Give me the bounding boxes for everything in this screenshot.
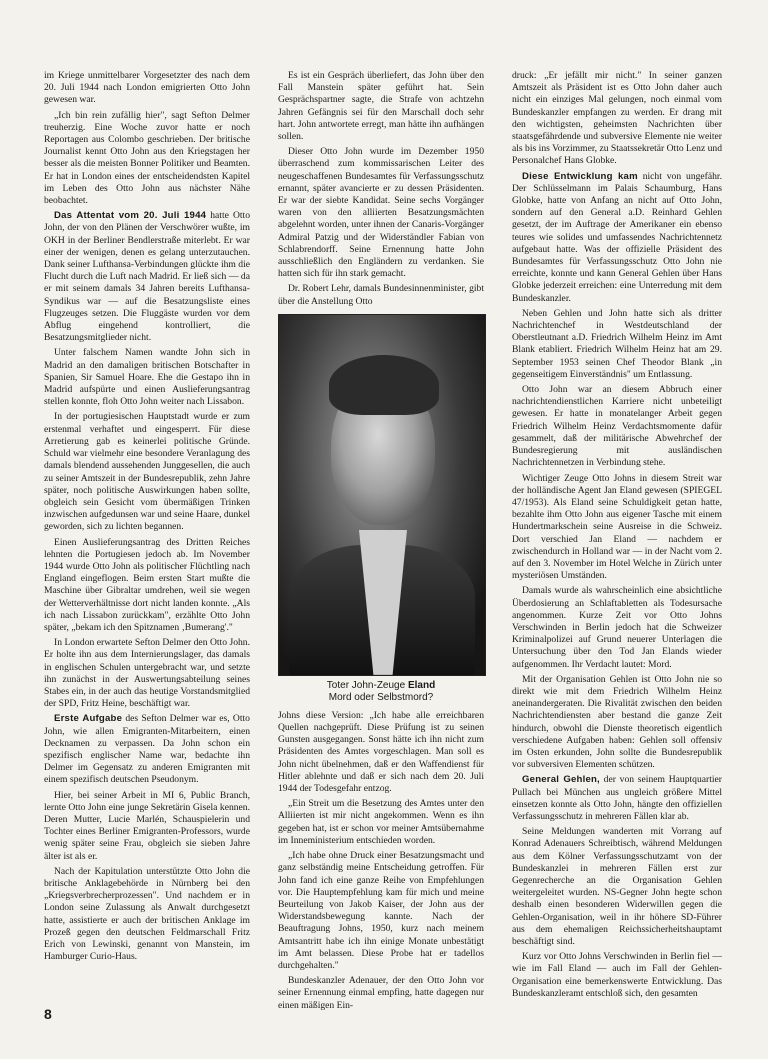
paragraph-text: Nach der Kapitulation unterstützte Otto John die britische Anklagebehörde in Nürnberg bei den „Kriegsverbrecherprozessen". Und nachdem er in London seine Zulassung als Anwalt durchgesetzt hatte, assistierte er auch der britischen Anklage im Prozeß gegen den deutschen Feldmarschall Fritz Erich von Lewinski, genannt von Manstein, im Hamburger Curio-Haus.	[44, 865, 250, 963]
paragraph-lead: Erste Aufgabe	[54, 713, 123, 725]
paragraph-text: Damals wurde als wahrscheinlich eine absichtliche Überdosierung an Schlaftabletten als Todesursache angenommen. Kurze Zeit vor Otto Johns Verschwinden in Berlin jedoch hat die Schweizer Kriminalpolizei auf Grund neuerer Unterlagen die Untersuchung über den Tod Jan Elands wieder aufgenommen. Ihr Verdacht lautet: Mord.	[512, 585, 722, 670]
paragraph	[44, 790, 250, 863]
paragraph	[44, 70, 250, 107]
paragraph	[278, 975, 484, 1012]
paragraph-lead: General Gehlen,	[522, 774, 600, 786]
paragraph	[44, 713, 250, 786]
paragraph-lead: Diese Entwicklung kam	[522, 170, 638, 182]
paragraph-text: Unter falschem Namen wandte John sich in Madrid an den damaligen britischen Botschafter in Spanien, Sir Samuel Hoare. Ehe die Gestapo ihn in Madrid aufspürte und einen Auslieferungsantrag stellen konnte, floh Otto John weiter nach Lissabon.	[44, 347, 250, 408]
paragraph	[278, 798, 484, 847]
paragraph	[512, 674, 722, 772]
paragraph-text: Dieser Otto John wurde im Dezember 1950 überraschend zum kommissarischen Leiter des neugeschaffenen Bundesamtes für Verfassungsschutz ernannt, später avancierte er zu dessen Präsidenten. Er war der siebte Kandidat. Seine sechs Vorgänger waren von den alliierten Besatzungsmächten abgelehnt worden, unter ihnen der Canaris-Vorgänger Admiral Patzig und der Widerständler Fabian von Schlabrendorff. Seine Ernennung hatte John ausschließlich den Engländern zu verdanken. Sie hatten sich für ihn stark gemacht.	[278, 146, 484, 280]
paragraph-text: „Ein Streit um die Besetzung des Amtes unter den Alliierten ist mir nicht angekommen. Wenn es ihn gegeben hat, ist er schon vor meiner Amtsübernahme im Inneministerium entschieden worden.	[278, 798, 484, 846]
paragraph	[512, 308, 722, 381]
paragraph	[512, 774, 722, 823]
paragraph-text: Johns diese Version: „Ich habe alle erreichbaren Quellen nachgeprüft. Diese Prüfung ist zu seinen Gunsten ausgegangen. Sonst hätte ich ihn nicht zum Präsidenten des Amtes vorgeschlagen. Man soll es John nicht übelnehmen, daß er den Waffendienst für Hitler ablehnte und daß er sich nach dem 20. Juli 1944 der Todesgefahr entzog.	[278, 709, 484, 795]
paragraph	[512, 70, 722, 168]
column-2-top-text	[278, 70, 484, 308]
paragraph	[512, 384, 722, 469]
paragraph-text: hatte Otto John, der von den Plänen der Verschwörer wußte, im OKH in der Berliner Bendlerstraße miterlebt. Er war einer der wenigen, denen es gelang unterzutauchen. Dank seiner Lufthansa-Verbindungen glückte ihm die Flucht durch die Luft nach Madrid. Er ließ sich — da er mit seinem damals 34 Jahren bereits Lufthansa-Syndikus war — auf die Besatzungsliste eines Flugzeuges setzen. Die Fluggäste wurden vor dem Abflug eingehend kontrolliert, die Besatzungsmitglieder nicht.	[44, 210, 250, 344]
paragraph-text: druck: „Er jefällt mir nicht." In seiner ganzen Amtszeit als Präsident ist es Otto John daher auch nicht ein einziges Mal gelungen, noch einmal vom Bundeskanzler empfangen zu werden. Er drang mit den wichtigsten, geheimsten Nachrichten über staatsgefährdende und subversive Elemente nie weiter als bis ins Vorzimmer, zu Staatssekretär Otto Lenz und Personalchef Hans Globke.	[512, 70, 723, 167]
page-number: 8	[44, 1006, 52, 1022]
paragraph	[278, 850, 484, 972]
column-2-bottom-text	[278, 710, 484, 1012]
paragraph-text: Einen Auslieferungsantrag des Dritten Reiches lehnten die Portugiesen jedoch ab. Im November 1944 wurde Otto John als politischer Flüchtling nach England eingeflogen. Beim ersten Start mußte die Maschine über Gibraltar umdrehen, weil sie wegen der Wetterverhältnisse dort nicht landen konnte. „Als ich nach Lissabon zurückkam", erzählte Otto John später, „bekam ich den Spitznamen ‚Bumerang'."	[44, 536, 250, 633]
paragraph-text: Dr. Robert Lehr, damals Bundesinnenminister, gibt über die Anstellung Otto	[278, 283, 484, 307]
photo-hair	[329, 355, 439, 415]
paragraph	[278, 283, 484, 307]
paragraph	[512, 951, 722, 1000]
caption-line1-pre: Toter John-Zeuge	[326, 679, 408, 691]
paragraph-text: Wichtiger Zeuge Otto Johns in diesem Streit war der holländische Agent Jan Eland gewesen (SPIEGEL 47/1953). Als Eland seine Schuldigkeit getan hatte, bezahlte ihm Otto John aus eigener Tasche mit einem Hundertmarkschein seine Ausreise in die Schweiz. Dort verschied Jan Eland — nachdem er zwischendurch in Holland war — in der Nacht vom 2. auf den 3. November im Hotel Welche in Zürich unter mysteriösen Umständen.	[512, 472, 722, 582]
paragraph	[512, 826, 722, 948]
paragraph	[278, 70, 484, 143]
paragraph-lead: Das Attentat vom 20. Juli 1944	[54, 210, 207, 222]
paragraph	[44, 866, 250, 964]
paragraph-text: Es ist ein Gespräch überliefert, das John über den Fall Manstein später geführt hat. Sein Gesprächspartner sagte, die Strafe von achtzehn Jahren Gefängnis sei für den Marschall doch sehr hart. John antwortete erregt, man hätte ihn aufhängen sollen.	[278, 70, 484, 143]
caption-line2: Mord oder Selbstmord?	[328, 691, 434, 703]
paragraph	[512, 473, 722, 583]
paragraph-text: Seine Meldungen wanderten mit Vorrang auf Konrad Adenauers Schreibtisch, während Meldungen aus dem Kölner Verfassungsschutzamt von der Bundeskanzlei in mehreren Fällen erst zur Gegenrecherche an die Organisation Gehlen weitergeleitet wurden. NS-Gegner John hegte schon deshalb einen besonderen Widerwillen gegen die Gehlen-Organisation, weil in ihr höhere SD-Führer aus dem ehemaligen Reichssicherheitshauptamt beschäftigt sind.	[512, 826, 722, 948]
paragraph-text: Bundeskanzler Adenauer, der den Otto John vor seiner Ernennung einmal empfing, hatte dagegen nur einen mäßigen Ein-	[278, 975, 484, 1011]
column-2	[278, 70, 484, 1015]
paragraph-text: des Sefton Delmer war es, Otto John, wie allen Emigranten-Mitarbeitern, einen Decknamen zu verpassen. Da John schon ein spezifisch englischer Name war, bedachte ihn Delmer im Gegensatz zu anderen Emigranten mit einem spezifisch deutschen Pseudonym.	[44, 713, 250, 786]
paragraph-text: „Ich habe ohne Druck einer Besatzungsmacht und ganz selbständig meine Entscheidung getroffen. Für John fand ich eine ganze Reihe von Empfehlungen vor. Die Hauptempfehlung kam für mich und meine Beurteilung von Jakob Kaiser, der John aus der Widerstandsbewegung kannte. Nach der Beauftragung Johns, 1950, kurz nach meinem Amtsantritt habe ich ihn einige Monate unbestätigt im Amt belassen. Diese Probe hat er tadellos durchgehalten."	[278, 850, 484, 971]
paragraph-text: Otto John war an diesem Abbruch einer nachrichtendienstlichen Karriere nicht unbeteiligt gewesen. Er hatte in monatelanger Arbeit gegen Friedrich Wilhelm Heinz Verdachtsmomente dafür gesammelt, daß der militärische Abwehrchef der Bundesregierung mit ausländischen Nachrichtennetzen in Verbindung stehe.	[512, 384, 722, 469]
paragraph-text: Hier, bei seiner Arbeit in MI 6, Public Branch, lernte Otto John eine junge Sekretärin Gisela kennen. Deren Mutter, Lucie Marlén, Schauspielerin und Tochter eines Berliner Emigranten-Professors, wurde wenig später seine Frau, obgleich sie sieben Jahre älter ist als er.	[44, 789, 250, 862]
paragraph-text: nicht von ungefähr. Der Schlüsselmann im Palais Schaumburg, Hans Globke, hatte von Anfang an nicht auf Otto John, sondern auf den General a.D. Reinhard Gehlen gesetzt, der im Auftrage der Amerikaner ein ebenso teures wie solides und umfassendes Nachrichtennetz aufgebaut hatte. Was der offizielle Präsident des Bundesamtes für Verfassungsschutz Otto John nie erreichte, konnte und kann General Gehlen über Hans Globke jederzeit erreichen: eine Unterredung mit dem Bundeskanzler.	[512, 170, 722, 304]
column-3	[512, 70, 722, 1003]
paragraph-text: Mit der Organisation Gehlen ist Otto John nie so direkt wie mit dem Friedrich Wilhelm Heinz aneinandergeraten. Die Rivalität zwischen den beiden Nachrichtendiensten aber bestand die ganze Zeit hindurch, obwohl die Dienste theoretisch eigentlich verschiedene Aufgaben haben: Gehlen soll offensiv im Osten erkunden, John sollte die Bundesrepublik vor subversiven Elementen schützen.	[512, 673, 722, 771]
paragraph-text: In London erwartete Sefton Delmer den Otto John. Er holte ihn aus dem Internierungslager, das damals in englischen Schulen untergebracht war, und setzte ihn zunächst in der Auswertungsabteilung seines Stabes ein, in der auch das heutige Vorstandsmitglied der SPD, Fritz Heine, beschäftigt war.	[44, 637, 250, 710]
paragraph	[512, 171, 722, 305]
paragraph-text: In der portugiesischen Hauptstadt wurde er zum erstenmal verhaftet und eingesperrt. Für diese Arretierung gab es keinerlei politische Gründe. Schuld war vielmehr eine besondere Veranlagung des damals blendend aussehenden Junggesellen, die auch zu seiner Amtszeit in der Bundesrepublik, zehn Jahre später, noch politische Auswirkungen haben sollte, obgleich sein Gesicht vom übermäßigen Trinken inzwischen aufgedunsen war und seine Haare, dunkel geworden, sich zu lichten begannen.	[44, 411, 250, 533]
paragraph	[512, 585, 722, 670]
paragraph	[278, 710, 484, 795]
paragraph	[278, 146, 484, 280]
paragraph-text: Kurz vor Otto Johns Verschwinden in Berlin fiel — wie im Fall Eland — auch im Fall der Gehlen-Organisation eine bemerkenswerte Entwicklung. Das Bundeskanzleramt entschloß sich, den gesamten	[512, 951, 722, 999]
paragraph-text: der von seinem Hauptquartier Pullach bei München aus ungleich größere Mittel einsetzen konnte als Otto John, hängte den offiziellen Verfassungsschutz in mehreren Fällen klar ab.	[512, 774, 722, 822]
paragraph	[44, 110, 250, 208]
paragraph	[44, 347, 250, 408]
paragraph-text: Neben Gehlen und John hatte sich als dritter Nachrichtenchef in Westdeutschland der Oberstleutnant a.D. Friedrich Wilhelm Heinz im Amt Blank etabliert. Friedrich Wilhelm Heinz hat am 29. September 1953 seinen Chef Theodor Blank „in gegenseitigem Einverständnis" um Entlassung.	[512, 307, 722, 380]
paragraph	[44, 411, 250, 533]
paragraph	[44, 637, 250, 710]
photo-caption	[278, 680, 484, 704]
column-1	[44, 70, 250, 966]
paragraph-text: im Kriege unmittelbarer Vorgesetzter des nach dem 20. Juli 1944 nach London emigrierten Otto John gewesen war.	[44, 70, 250, 106]
paragraph	[44, 210, 250, 344]
portrait-photo	[278, 314, 486, 676]
paragraph	[44, 537, 250, 635]
paragraph-text: „Ich bin rein zufällig hier", sagt Sefton Delmer treuherzig. Eine Woche zuvor hatte er noch Reportagen aus Colombo geschrieben. Der britische Journalist kennt Otto John aus den Kriegstagen her besser als die meisten Bonner Politiker und Beamten. Er hat in London eines der entscheidendsten Kapitel im Leben des Otto John aus nächster Nähe beobachtet.	[44, 109, 250, 207]
caption-line1-name: Eland	[407, 679, 436, 691]
